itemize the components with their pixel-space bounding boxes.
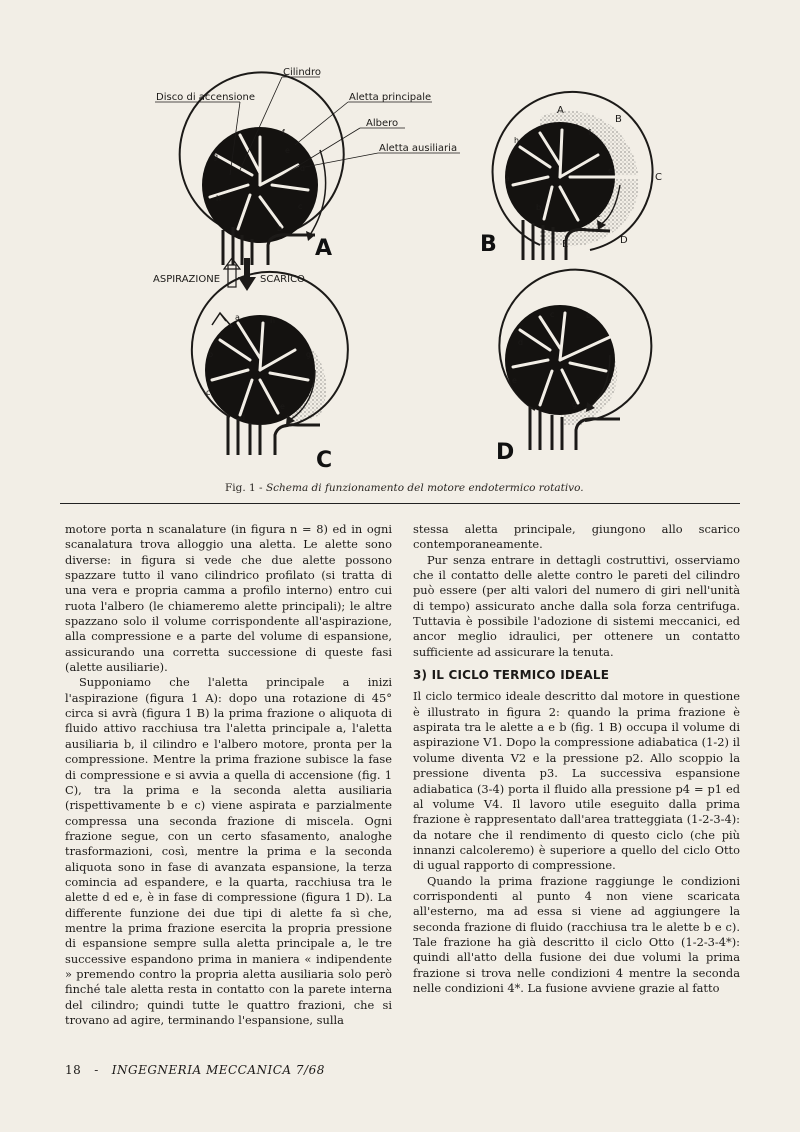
- left-column: [65, 522, 392, 1028]
- journal-name: INGEGNERIA MECCANICA 7/68: [111, 1063, 325, 1077]
- right-paragraph-1: stessa aletta principale, giungono allo scarico contemporaneamente.: [413, 522, 740, 552]
- b-outer-C: C: [655, 172, 662, 183]
- label-scarico: SCARICO: [260, 274, 305, 285]
- vane-letter-c: c: [298, 202, 303, 211]
- d-letter-h: h: [606, 376, 612, 385]
- b-letter-f: f: [588, 128, 591, 137]
- figure-1: [120, 55, 680, 475]
- callout-disco: Disco di accensione: [156, 92, 255, 103]
- d-letter-e: e: [512, 376, 517, 385]
- vane-letter-h: h: [216, 194, 222, 203]
- d-letter-c: c: [550, 310, 555, 319]
- flow-arrows: [153, 258, 305, 291]
- caption-text: Schema di funzionamento del motore endotermico rotativo.: [265, 482, 584, 494]
- page-footer: [65, 1063, 325, 1077]
- b-letter-e: e: [608, 166, 613, 175]
- right-paragraph-3: Il ciclo termico ideale descritto dal motore in questione è illustrato in figura 2: quando la prima frazione è aspirata tra le alette a e b (fig. 1 B) occupa il volume di aspirazione V1. Dopo la compressione adiabatica (1-2) il volume diventa V2 e la pressione p2. Allo scoppio la pressione diventa p3. La successiva espansione adiabatica (3-4) porta il fluido alla pressione p4 = p1 ed al volume V4. Il lavoro utile eseguito dalla prima frazione è rappresentato dall'area tratteggiata (1-2-3-4): da notare che il rendimento di questo ciclo (che più innanzi calcoleremo) è superiore a quello del ciclo Otto di ugual rapporto di compressione.: [413, 689, 740, 873]
- c-letter-a: a: [235, 313, 240, 322]
- c-letter-h: h: [270, 316, 276, 325]
- b-outer-A: A: [557, 105, 564, 116]
- right-paragraph-2: Pur senza entrare in dettagli costruttivi, osserviamo che il contatto delle alette contro le pareti del cilindro può essere (per alti valori del numero di giri nell'unità di tempo) assicurato anche dalla sola forza centrifuga. Tuttavia è possibile l'adozione di sistemi meccanici, ed ancor meglio idraulici, per ottenere un contatto sufficiente ad assicurare la tenuta.: [413, 552, 740, 659]
- d-letter-b: b: [586, 311, 592, 320]
- caption-fig-number: Fig. 1 -: [225, 482, 263, 494]
- b-letter-h: h: [514, 136, 520, 145]
- panel-letter-c: C: [316, 448, 333, 473]
- c-letter-d: d: [240, 413, 246, 422]
- panel-c: [192, 272, 348, 473]
- b-letter-c: c: [596, 210, 601, 219]
- panel-letter-b: B: [480, 232, 497, 257]
- d-letter-g: g: [572, 400, 578, 409]
- callout-aletta-principale: Aletta principale: [349, 92, 432, 103]
- panel-d: [496, 270, 651, 465]
- c-letter-g: g: [306, 350, 312, 359]
- c-letter-b: b: [208, 350, 214, 359]
- b-letter-b: b: [536, 203, 542, 212]
- b-letter-a: a: [505, 174, 510, 183]
- right-column: [413, 522, 740, 996]
- left-paragraph-1: motore porta n scanalature (in figura n = 8) ed in ogni scanalatura trova alloggio una aletta. Le alette sono diverse: in figura si vede che due alette possono spazzare tutto il vano cilindrico profilato (si tratta di una vera e propria camma a profilo interno) entro cui ruota l'albero (le chiameremo alette principali); le altre spazzano solo il volume corrispondente all'aspirazione, alla compressione e a parte del volume di espansione, assicurando una corretta successione di queste fasi (alette ausiliarie).: [65, 522, 392, 675]
- b-outer-D: D: [620, 235, 628, 246]
- d-letter-d: d: [518, 338, 524, 347]
- footer-separator: -: [94, 1063, 99, 1077]
- callout-albero: Albero: [366, 118, 399, 129]
- caption-rule: [60, 503, 740, 504]
- callout-aletta-ausiliaria: Aletta ausiliaria: [379, 143, 458, 154]
- panel-letter-d: D: [496, 440, 515, 465]
- c-letter-c: c: [206, 388, 211, 397]
- c-letter-e: e: [280, 402, 285, 411]
- left-paragraph-2: Supponiamo che l'aletta principale a inizi l'aspirazione (figura 1 A): dopo una rotazione di 45° circa si avrà (figura 1 B) la prima frazione o aliquota di fluido attivo racchiusa tra l'aletta principale a, l'aletta ausiliaria b, il cilindro e l'albero motore, pronta per la compressione. Mentre la prima frazione subisce la fase di compressione e si avvia a quella di accensione (fig. 1 C), tra la prima e la seconda aletta ausiliaria (rispettivamente b e c) viene aspirata e parzialmente compressa una seconda frazione di miscela. Ogni frazione segue, con un certo sfasamento, analoghe trasformazioni, così, mentre la prima e la seconda aliquota sono in fase di avanzata espansione, la terza comincia ad espandere, e la quarta, racchiusa tra le alette d ed e, è in fase di compressione (figura 1 D). La differente funzione dei due tipi di alette fa sì che, mentre la prima frazione esercita la propria pressione di espansione sempre sulla aletta principale a, le tre successive espandono prima in maniera « indipendente » premendo contro la propria aletta ausiliaria solo però finché tale aletta resta in contatto con la parete interna del cilindro; quindi tutte le quattro frazioni, che si trovano ad agire, terminando l'espansione, sulla: [65, 675, 392, 1027]
- b-outer-B: B: [615, 114, 622, 125]
- figure-caption: [225, 482, 605, 494]
- vane-letter-b: b: [277, 224, 283, 233]
- vane-letter-f: f: [282, 128, 285, 137]
- page-number: 18: [65, 1063, 82, 1077]
- callout-cilindro: Cilindro: [283, 67, 322, 78]
- right-paragraph-4: Quando la prima frazione raggiunge le condizioni corrispondenti al punto 4 non viene scaricata all'esterno, ma ad essa si viene ad aggiungere la seconda frazione di fluido (racchiusa tra le alette b e c). Tale frazione ha già descritto il ciclo Otto (1-2-3-4*): quindi all'atto della fusione dei due volumi la prima frazione si trova nelle condizioni 4 mentre la seconda nelle condizioni 4*. La fusione avviene grazie al fatto: [413, 873, 740, 995]
- rotary-engine-schematic: [120, 55, 680, 475]
- b-outer-E: E: [562, 239, 569, 250]
- vane-letter-d: d: [300, 164, 306, 173]
- panel-b: [480, 92, 662, 260]
- panel-letter-a: A: [315, 236, 333, 261]
- label-aspirazione: ASPIRAZIONE: [153, 274, 221, 285]
- vane-letter-e: e: [285, 146, 290, 155]
- section-heading: 3) IL CICLO TERMICO IDEALE: [413, 668, 610, 683]
- vane-letter-g: g: [213, 152, 219, 161]
